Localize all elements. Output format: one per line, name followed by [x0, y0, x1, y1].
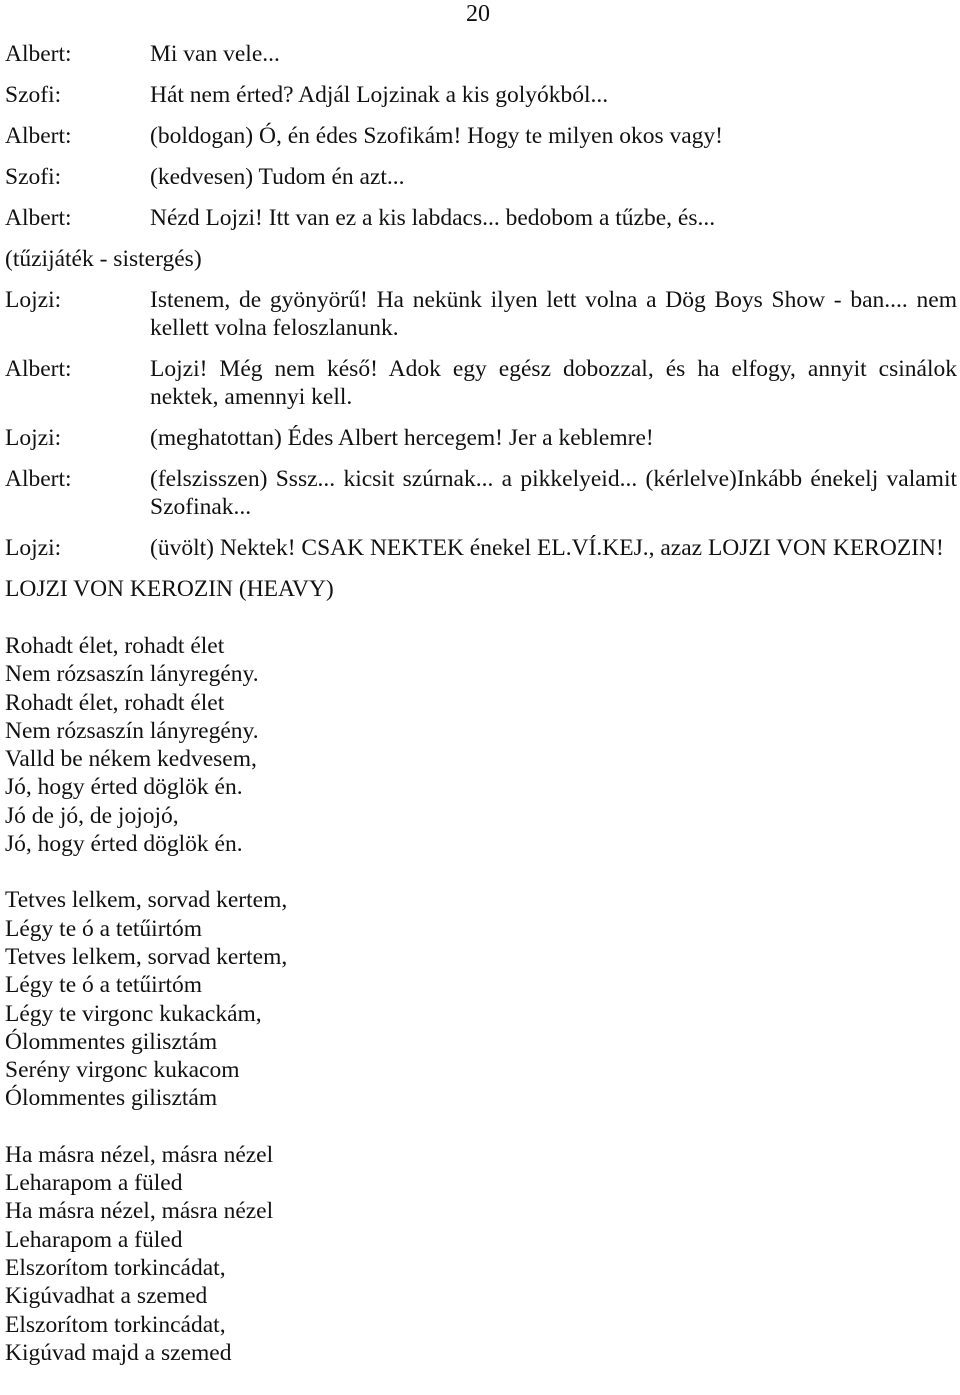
dialogue-line [5, 204, 957, 232]
lyric-line: Valld be nékem kedvesem, [5, 746, 257, 773]
lyric-line: Légy te ó a tetűirtóm [5, 915, 203, 942]
dialogue-line [5, 163, 957, 191]
lyric-line: Elszorítom torkincádat, [5, 1254, 226, 1281]
spoken-line: Mi van vele... [150, 41, 280, 67]
lyric-line: Jó, hogy érted döglök én. [5, 774, 243, 801]
spoken-line: (felszisszen) Sssz... kicsit szúrnak... a pikkelyeid... (kérlelve)Inkább énekelj valamit Szofinak... [150, 466, 957, 520]
dialogue-line [5, 81, 957, 109]
lyric-line: Légy te ó a tetűirtóm [5, 972, 203, 999]
speaker-name: Szofi: [5, 164, 62, 190]
lyric-line: Kigúvadhat a szemed [5, 1283, 208, 1310]
spoken-line: Istenem, de gyönyörű! Ha nekünk ilyen lett volna a Dög Boys Show - ban.... nem kellett volna feloszlanunk. [150, 287, 957, 341]
lyric-line: Ha másra nézel, másra nézel [5, 1141, 274, 1168]
spoken-line: (meghatottan) Édes Albert hercegem! Jer a keblemre! [150, 425, 654, 451]
lyric-line: Ólommentes gilisztám [5, 1028, 218, 1055]
speaker-name: Lojzi: [5, 425, 62, 451]
lyric-line: Elszorítom torkincádat, [5, 1311, 226, 1338]
lyric-line: Nem rózsaszín lányregény. [5, 661, 259, 688]
speaker-name: Lojzi: [5, 287, 62, 313]
lyric-line: Kigúvad majd a szemed [5, 1339, 232, 1366]
spoken-line: Hát nem érted? Adjál Lojzinak a kis golyókból... [150, 82, 609, 108]
speaker-name: Albert: [5, 205, 72, 231]
spoken-line: (kedvesen) Tudom én azt... [150, 164, 405, 190]
spoken-line: Lojzi! Még nem késő! Adok egy egész dobozzal, és ha elfogy, annyit csinálok nektek, amennyi kell. [150, 356, 957, 410]
lyric-line: Leharapom a füled [5, 1170, 183, 1197]
dialogue-line [5, 40, 957, 68]
speaker-name: Albert: [5, 41, 72, 67]
dialogue-line [5, 534, 957, 562]
lyric-line: Tetves lelkem, sorvad kertem, [5, 887, 288, 914]
song-verse [5, 632, 957, 858]
dialogue-line [5, 122, 957, 150]
dialogue-line [5, 286, 957, 342]
script-body [5, 40, 957, 1395]
song-title: LOJZI VON KEROZIN (HEAVY) [5, 576, 334, 602]
lyric-line: Ha másra nézel, másra nézel [5, 1198, 274, 1225]
lyric-line: Jó de jó, de jojojó, [5, 802, 179, 829]
dialogue-line [5, 355, 957, 411]
lyric-line: Serény virgonc kukacom [5, 1057, 240, 1084]
lyric-line: Ólommentes gilisztám [5, 1085, 218, 1112]
spoken-line: Nézd Lojzi! Itt van ez a kis labdacs... bedobom a tűzbe, és... [150, 205, 716, 231]
lyric-line: Tetves lelkem, sorvad kertem, [5, 943, 288, 970]
lyric-line: Légy te virgonc kukackám, [5, 1000, 262, 1027]
lyric-line: Nem rózsaszín lányregény. [5, 717, 259, 744]
lyric-line: Jó, hogy érted döglök én. [5, 831, 243, 858]
spoken-line: (üvölt) Nektek! CSAK NEKTEK énekel EL.VÍ.KEJ., azaz LOJZI VON KEROZIN! [150, 535, 944, 561]
speaker-name: Albert: [5, 123, 72, 149]
lyric-line: Rohadt élet, rohadt élet [5, 689, 225, 716]
speaker-name: Szofi: [5, 82, 62, 108]
dialogue-line [5, 465, 957, 521]
speaker-name: Albert: [5, 466, 72, 492]
speaker-name: Albert: [5, 356, 72, 382]
dialogue-line [5, 424, 957, 452]
lyric-line: Rohadt élet, rohadt élet [5, 633, 225, 659]
song-verse [5, 886, 957, 1112]
speaker-name: Lojzi: [5, 535, 62, 561]
spoken-line: (boldogan) Ó, én édes Szofikám! Hogy te milyen okos vagy! [150, 123, 724, 149]
stage-direction: (tűzijáték - sistergés) [5, 246, 202, 272]
lyric-line: Leharapom a füled [5, 1226, 183, 1253]
song-verse [5, 1141, 957, 1367]
page-number: 20 [466, 1, 490, 27]
